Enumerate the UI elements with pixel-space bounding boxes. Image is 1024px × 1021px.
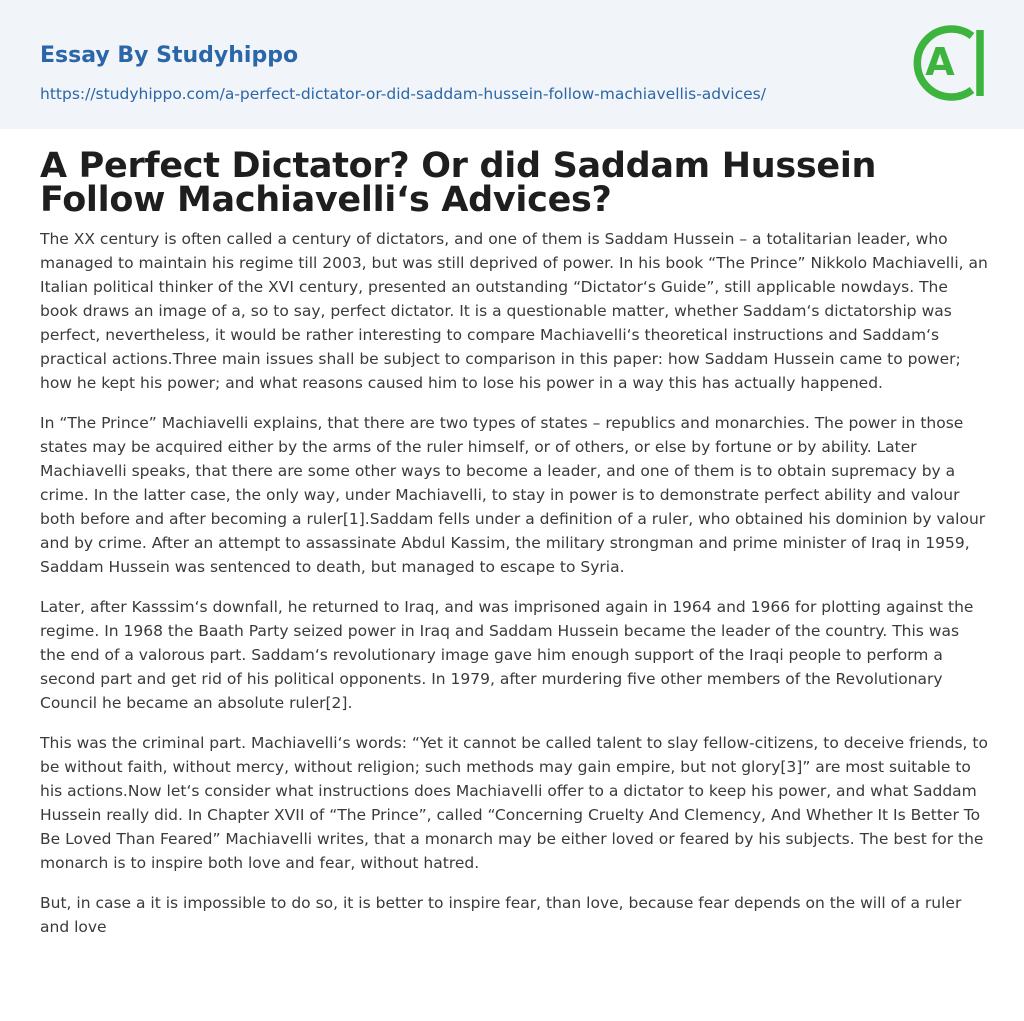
logo-letter: A — [925, 40, 955, 84]
article-title: A Perfect Dictator? Or did Saddam Hussein Follow Machiavelli‘s Advices? — [40, 146, 877, 220]
article-paragraph-2: In “The Prince” Machiavelli explains, that there are two types of states – republics and monarchies. The power in those states may be acquired either by the arms of the ruler himself, or of others, or else by fortune or by ability. Later Machiavelli speaks, that there are some other ways to become a leader, and one of them is to obtain supremacy by a crime. In the latter case, the only way, under Machiavelli, to stay in power is to demonstrate perfect ability and valour both before and after becoming a ruler[1].Saddam fells under a definition of a ruler, who obtained his dominion by valour and by crime. After an attempt to assassinate Abdul Kassim, the military strongman and prime minister of Iraq in 1959, Saddam Hussein was sentenced to death, but managed to escape to Syria. — [40, 414, 986, 576]
brand-title[interactable]: Essay By Studyhippo — [40, 43, 299, 68]
source-url-link[interactable]: https://studyhippo.com/a-perfect-dictator-or-did-saddam-hussein-follow-machiavellis-advices/ — [40, 85, 766, 103]
article-paragraph-3: Later, after Kasssim‘s downfall, he returned to Iraq, and was imprisoned again in 1964 and 1966 for plotting against the regime. In 1968 the Baath Party seized power in Iraq and Saddam Hussein became the leader of the country. This was the end of a valorous part. Saddam‘s revolutionary image gave him enough support of the Iraqi people to perform a second part and get rid of his political opponents. In 1979, after murdering five other members of the Revolutionary Council he became an absolute ruler[2]. — [40, 598, 974, 712]
article-paragraph-4: This was the criminal part. Machiavelli‘s words: “Yet it cannot be called talent to slay fellow-citizens, to deceive friends, to be without faith, without mercy, without religion; such methods may gain empire, but not glory[3]” are most suitable to his actions.Now let‘s consider what instructions does Machiavelli offer to a dictator to keep his power, and what Saddam Hussein really did. In Chapter XVII of “The Prince”, called “Concerning Cruelty And Clemency, And Whether It Is Better To Be Loved Than Feared” Machiavelli writes, that a monarch may be either loved or feared by his subjects. The best for the monarch is to inspire both love and fear, without hatred. — [40, 734, 988, 872]
article — [40, 146, 988, 955]
page-header — [0, 0, 1024, 129]
article-paragraph-5: But, in case a it is impossible to do so, it is better to inspire fear, than love, because fear depends on the will of a ruler and love — [40, 894, 962, 936]
article-paragraph-1: The XX century is often called a century of dictators, and one of them is Saddam Hussein – a totalitarian leader, who managed to maintain his regime till 2003, but was still deprived of power. In his book “The Prince” Nikkolo Machiavelli, an Italian political thinker of the XVI century, presented an outstanding “Dictator‘s Guide”, still applicable nowdays. The book draws an image of a, so to say, perfect dictator. It is a questionable matter, whether Saddam‘s dictatorship was perfect, nevertheless, it would be rather interesting to compare Machiavelli‘s theoretical instructions and Saddam‘s practical actions.Three main issues shall be subject to comparison in this paper: how Saddam Hussein came to power; how he kept his power; and what reasons caused him to lose his power in a way this has actually happened. — [40, 230, 988, 392]
studyhippo-logo-icon[interactable] — [912, 19, 988, 107]
